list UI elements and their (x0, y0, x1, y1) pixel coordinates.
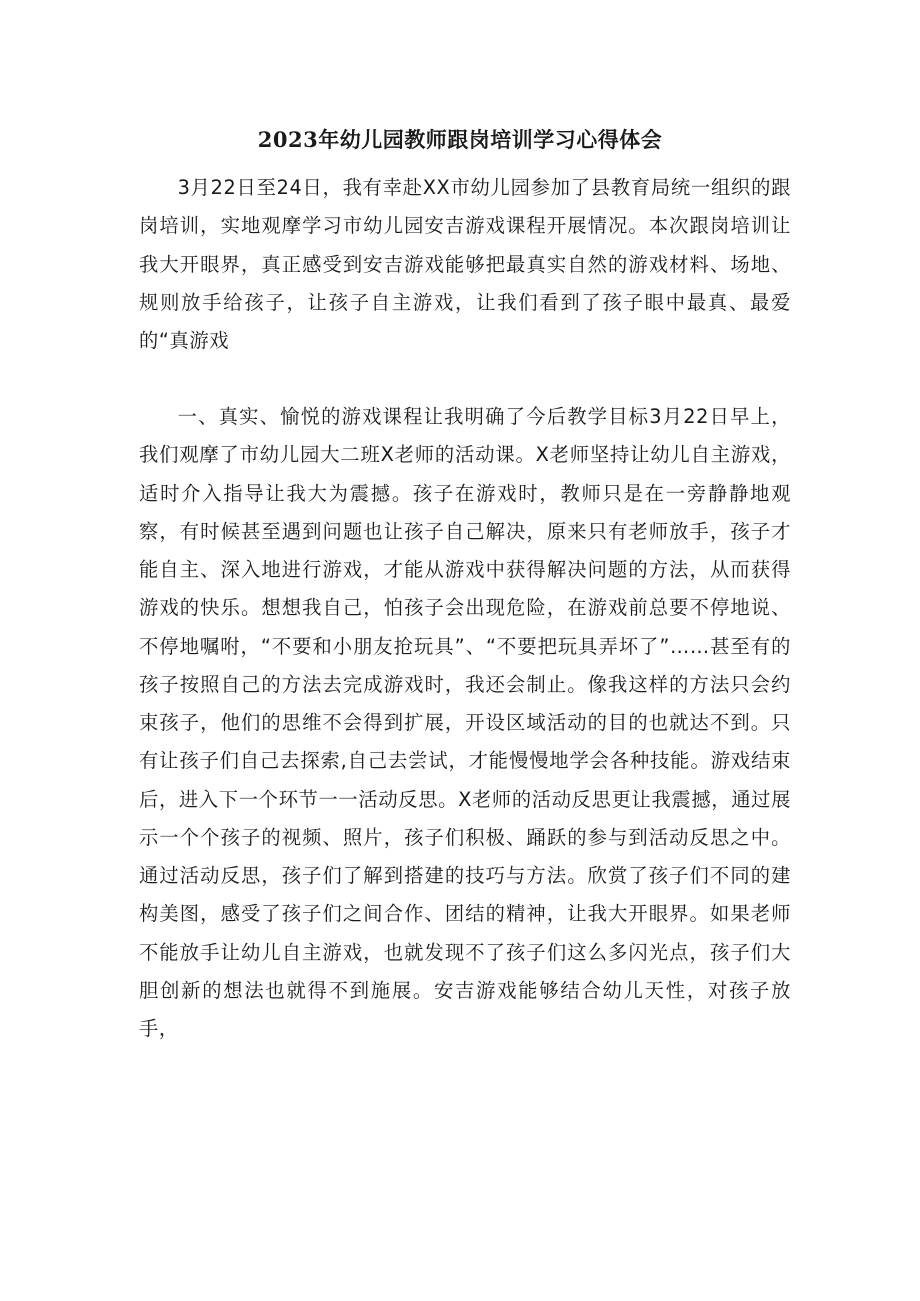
body-paragraph-section-one: 一、真实、愉悦的游戏课程让我明确了今后教学目标3月22日早上，我们观摩了市幼儿园大二班X老师的活动课。X老师坚持让幼儿自主游戏，适时介入指导让我大为震撼。孩子在游戏时，教师只是在一旁静静地观察，有时候甚至遇到问题也让孩子自己解决，原来只有老师放手，孩子才能自主、深入地进行游戏，才能从游戏中获得解决问题的方法，从而获得游戏的快乐。想想我自己，怕孩子会出现危险，在游戏前总要不停地说、不停地嘱咐，“不要和小朋友抢玩具”、“不要把玩具弄坏了”……甚至有的孩子按照自己的方法去完成游戏时，我还会制止。像我这样的方法只会约束孩子，他们的思维不会得到扩展，开设区域活动的目的也就达不到。只有让孩子们自己去探索,自己去尝试，才能慢慢地学会各种技能。游戏结束后，进入下一个环节一一活动反思。X老师的活动反思更让我震撼，通过展示一个个孩子的视频、照片，孩子们积极、踊跃的参与到活动反思之中。通过活动反思，孩子们了解到搭建的技巧与方法。欣赏了孩子们不同的建构美图，感受了孩子们之间合作、团结的精神，让我大开眼界。如果老师不能放手让幼儿自主游戏，也就发现不了孩子们这么多闪光点，孩子们大胆创新的想法也就得不到施展。安吉游戏能够结合幼儿天性，对孩子放手， (139, 405, 791, 1040)
body-paragraph-intro: 3月22日至24日，我有幸赴XX市幼儿园参加了县教育局统一组织的跟岗培训，实地观摩学习市幼儿园安吉游戏课程开展情况。本次跟岗培训让我大开眼界，真正感受到安吉游戏能够把最真实自然的游戏材料、场地、规则放手给孩子，让孩子自主游戏，让我们看到了孩子眼中最真、最爱的“真游戏 (139, 176, 791, 352)
document-title: 2023年幼儿园教师跟岗培训学习心得体会 (257, 127, 663, 152)
